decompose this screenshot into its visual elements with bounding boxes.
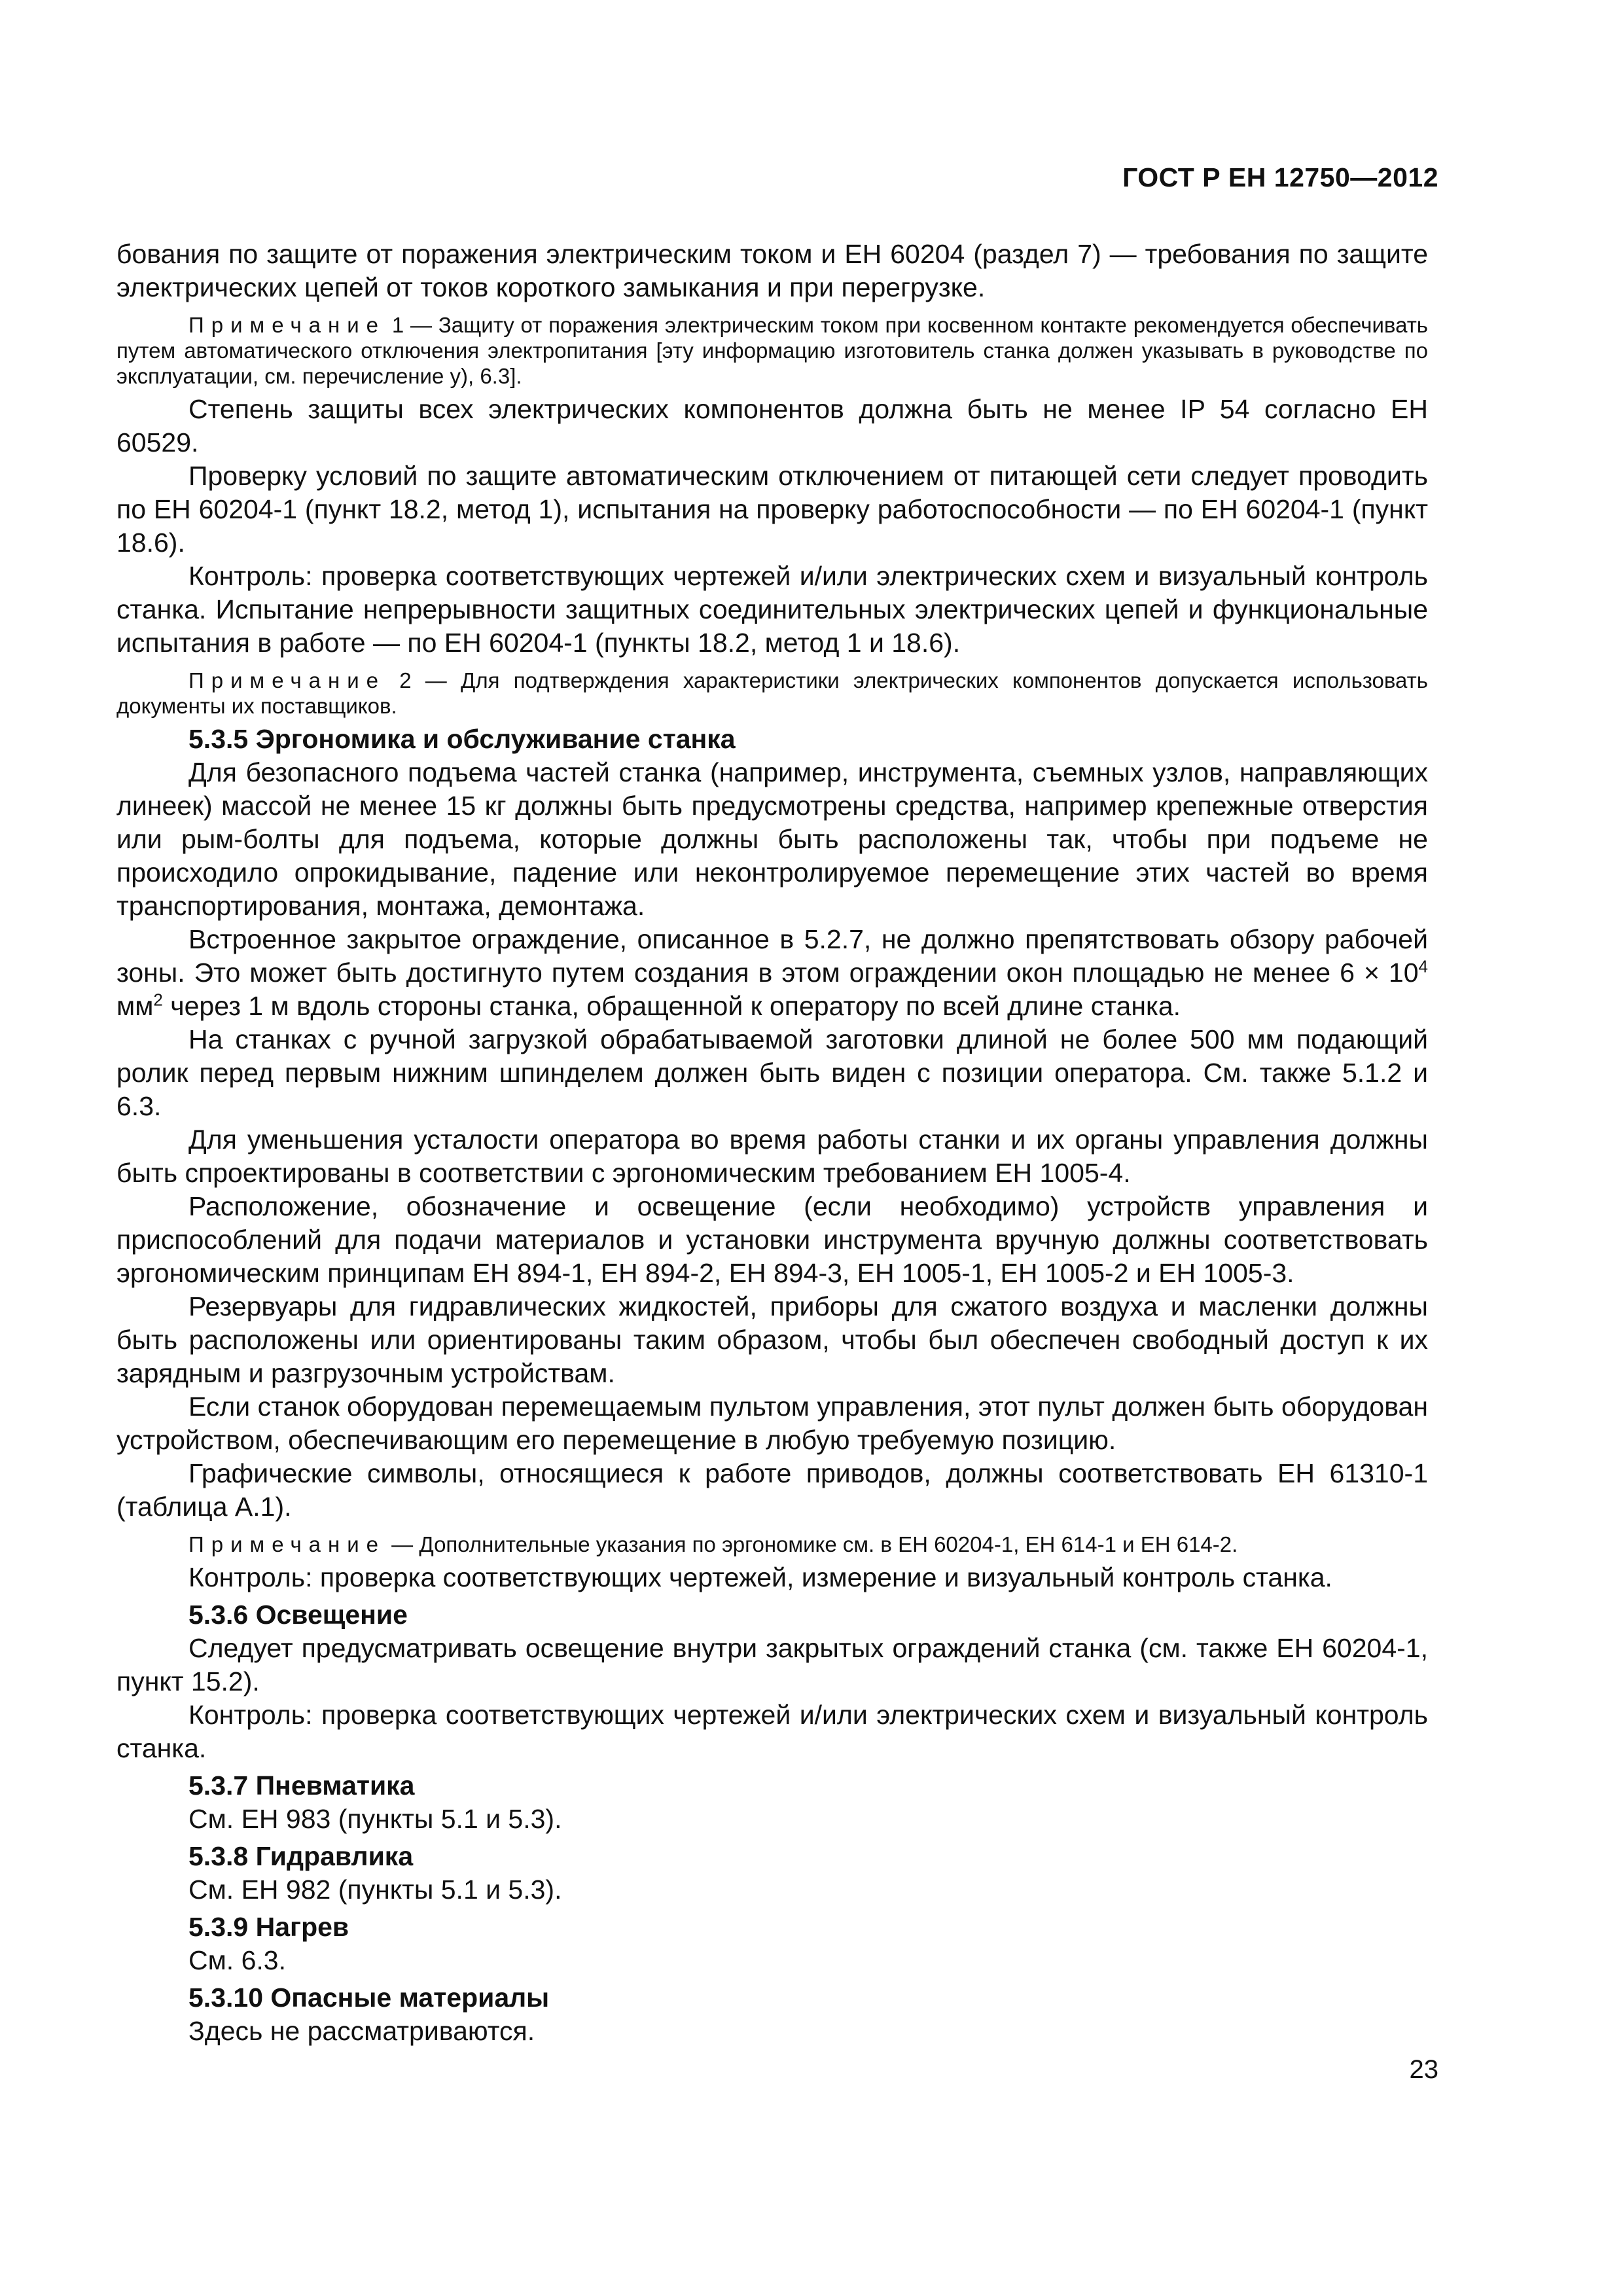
note-1 [116, 312, 1428, 389]
superscript: 4 [1418, 956, 1428, 977]
superscript: 2 [153, 990, 163, 1010]
text-run: через 1 м вдоль стороны станка, обращенной к оператору по всей длине станка. [162, 991, 1181, 1021]
note-text: 1 — Защиту от поражения электрическим током при косвенном контакте рекомендуется обеспечивать путем автоматического отключения электропитания [эту информацию изготовитель станка должен указывать в руководстве по эксплуатации, см. перечисление у), 6.3]. [116, 313, 1428, 388]
section-heading-5-3-10: 5.3.10 Опасные материалы [188, 1982, 550, 2013]
paragraph: См. 6.3. [188, 1945, 286, 1975]
paragraph: Контроль: проверка соответствующих чертежей и/или электрических схем и визуальный контроль станка. Испытание непрерывности защитных соединительных электрических цепей и функциональные испытания в работе — по ЕН 60204-1 (пункты 18.2, метод 1 и 18.6). [116, 561, 1428, 658]
paragraph: Проверку условий по защите автоматическим отключением от питающей сети следует проводить по ЕН 60204-1 (пункт 18.2, метод 1), испытания на проверку работоспособности — по ЕН 60204-1 (пункт 18.6). [116, 461, 1428, 558]
paragraph: Расположение, обозначение и освещение (если необходимо) устройств управления и приспособлений для подачи материалов и установки инструмента вручную должны соответствовать эргономическим принципам ЕН 894-1, ЕН 894-2, ЕН 894-3, ЕН 1005-1, ЕН 1005-2 и ЕН 1005-3. [116, 1191, 1428, 1288]
note-text: — Дополнительные указания по эргономике см. в ЕН 60204-1, ЕН 614-1 и ЕН 614-2. [385, 1532, 1238, 1556]
text-run: мм [116, 991, 154, 1021]
paragraph: Для безопасного подъема частей станка (например, инструмента, съемных узлов, направляющих линеек) массой не менее 15 кг должны быть предусмотрены средства, например крепежные отверстия или рым-болты для подъема, которые должны быть расположены так, чтобы при подъеме не происходило опрокидывание, падение или неконтролируемое перемещение этих частей во время транспортирования, монтажа, демонтажа. [116, 757, 1428, 921]
text-run: Встроенное закрытое ограждение, описанное в 5.2.7, не должно препятствовать обзору рабочей зоны. Это может быть достигнуто путем создания в этом ограждении окон площадью не менее 6 × 10 [116, 924, 1428, 988]
paragraph: Следует предусматривать освещение внутри закрытых ограждений станка (см. также ЕН 60204-1, пункт 15.2). [116, 1633, 1428, 1696]
paragraph: Контроль: проверка соответствующих чертежей и/или электрических схем и визуальный контроль станка. [116, 1700, 1428, 1763]
note-label: Примечание [188, 313, 386, 337]
note-3 [116, 1532, 1428, 1557]
paragraph: Для уменьшения усталости оператора во время работы станки и их органы управления должны быть спроектированы в соответствии с эргономическим требованием ЕН 1005-4. [116, 1124, 1428, 1188]
document-body [116, 238, 1428, 2048]
paragraph: Степень защиты всех электрических компонентов должна быть не менее IP 54 согласно ЕН 60529. [116, 394, 1428, 457]
paragraph: бования по защите от поражения электрическим током и ЕН 60204 (раздел 7) — требования по защите электрических цепей от токов короткого замыкания и при перегрузке. [116, 239, 1428, 302]
section-heading-5-3-6: 5.3.6 Освещение [188, 1600, 408, 1630]
paragraph: См. ЕН 983 (пункты 5.1 и 5.3). [188, 1804, 562, 1834]
section-heading-5-3-8: 5.3.8 Гидравлика [188, 1841, 414, 1871]
paragraph: Контроль: проверка соответствующих чертежей, измерение и визуальный контроль станка. [188, 1562, 1332, 1592]
note-2 [116, 668, 1428, 719]
note-text: 2 — Для подтверждения характеристики электрических компонентов допускается использовать документы их поставщиков. [116, 668, 1428, 718]
paragraph: Резервуары для гидравлических жидкостей, приборы для сжатого воздуха и масленки должны быть расположены или ориентированы таким образом, чтобы был обеспечен свободный доступ к их зарядным и разгрузочным устройствам. [116, 1291, 1428, 1388]
section-heading-5-3-5: 5.3.5 Эргономика и обслуживание станка [188, 724, 736, 754]
page-number: 23 [1409, 2055, 1438, 2084]
note-label: Примечание [188, 668, 386, 692]
paragraph: Графические символы, относящиеся к работе приводов, должны соответствовать ЕН 61310-1 (таблица А.1). [116, 1458, 1428, 1522]
section-heading-5-3-9: 5.3.9 Нагрев [188, 1912, 349, 1942]
paragraph: На станках с ручной загрузкой обрабатываемой заготовки длиной не более 500 мм подающий ролик перед первым нижним шпинделем должен быть виден с позиции оператора. См. также 5.1.2 и 6.3. [116, 1024, 1428, 1121]
paragraph: Здесь не рассматриваются. [188, 2016, 535, 2046]
note-label: Примечание [188, 1532, 386, 1556]
document-header: ГОСТ Р ЕН 12750—2012 [1122, 162, 1438, 192]
section-heading-5-3-7: 5.3.7 Пневматика [188, 1770, 415, 1801]
paragraph: См. ЕН 982 (пункты 5.1 и 5.3). [188, 1874, 562, 1905]
paragraph: Если станок оборудован перемещаемым пультом управления, этот пульт должен быть оборудован устройством, обеспечивающим его перемещение в любую требуемую позицию. [116, 1391, 1428, 1455]
paragraph [116, 923, 1428, 1023]
